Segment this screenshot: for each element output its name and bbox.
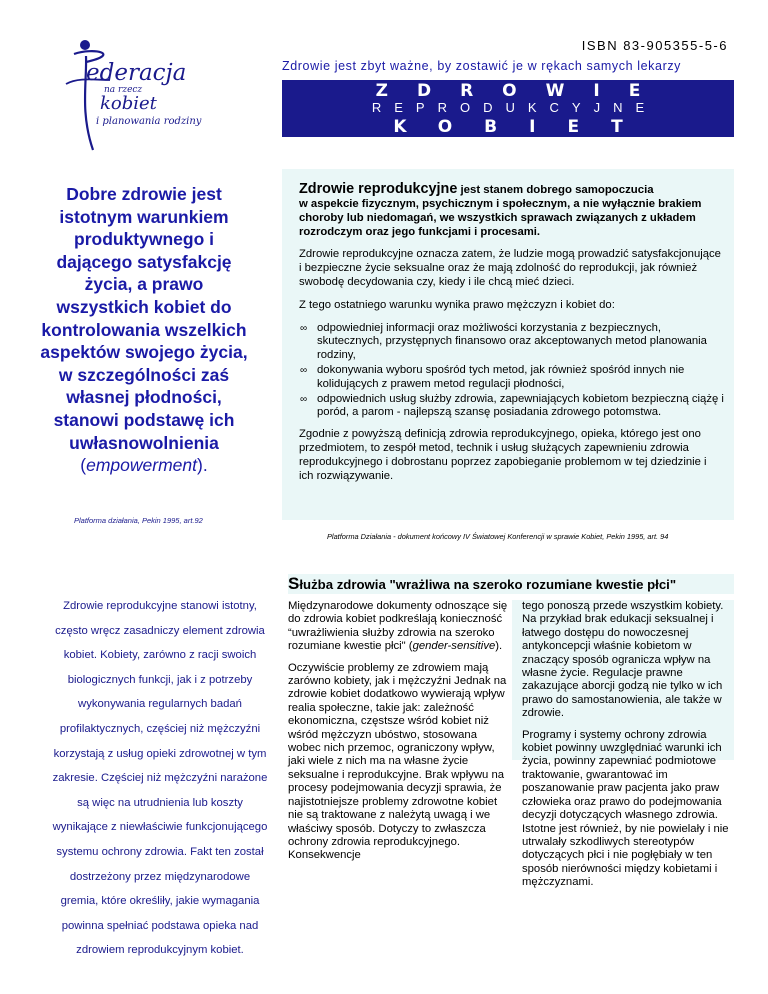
column-1-paragraph-1-end: ). bbox=[495, 640, 503, 653]
list-item bbox=[299, 393, 724, 421]
isbn-number: ISBN 83-905355-5-6 bbox=[581, 38, 728, 53]
section-heading bbox=[288, 574, 734, 594]
banner-line-kobiet: KOBIET bbox=[393, 117, 655, 137]
logo-federacja: ederacja bbox=[86, 60, 187, 86]
definition-paragraph-1: Zdrowie reprodukcyjne oznacza zatem, że ludzie mogą prowadzić satysfakcjonujące i bezpieczne życie seksualne oraz że mają zdolność do reprodukcji, jak również swobodę decydowania czy, kiedy i ile chcą mieć dzieci. bbox=[299, 248, 721, 288]
definition-title-rest: jest stanem dobrego samopoczucia bbox=[457, 184, 654, 196]
rights-list bbox=[299, 322, 724, 421]
gender-sensitive-term: gender-sensitive bbox=[412, 640, 496, 653]
banner-line-reprodukcyjne: REPRODUKCYJNE bbox=[371, 100, 658, 115]
column-2-paragraph-1: tego ponoszą przede wszystkim kobiety. Na przykład brak edukacji seksualnej i łatwego dostępu do nowoczesnej antykoncepcji właśnie kobietom w znaczący sposób ogranicza wpływ na własne życie. Regulacje prawne zakazujące aborcji godzą nie tylko w ich prawo do samostanowienia, ale także w zdrowie. bbox=[522, 600, 724, 720]
logo-kobiet: kobiet bbox=[100, 93, 157, 114]
logo-na-rzecz: na rzecz bbox=[104, 85, 143, 95]
infinity-bullet-icon: ∞ bbox=[300, 364, 308, 376]
logo-planowania-rodziny: i planowania rodziny bbox=[96, 116, 202, 127]
column-2-paragraph-2: Programy i systemy ochrony zdrowia kobiet powinny uwzględniać warunki ich życia, powinny zapewniać podmiotowe traktowanie, gwarantować im poszanowanie praw pacjenta jako praw człowieka oraz prawo do podejmowania decyzji dotyczących własnego zdrowia. Istotne jest również, by nie powielały i nie utrwalały szkodliwych stereotypów dotyczących płci i nie pogłębiały w ten sposób nierówności między kobietami i mężczyznami. bbox=[522, 728, 729, 889]
section-heading-rest: łużba zdrowia "wrażliwa na szeroko rozumiane kwestie płci" bbox=[299, 577, 677, 592]
pull-quote-close-paren: ). bbox=[197, 455, 208, 476]
pull-quote bbox=[38, 183, 250, 477]
definition-bold-text: w aspekcie fizycznym, psychicznym i społecznym, a nie wyłącznie brakiem choroby lub niedomagań, we wszystkich sprawach związanych z układem rozrodczym oraz jego funkcjami i procesami. bbox=[299, 198, 702, 238]
intro-sidebar-text: Zdrowie reprodukcyjne stanowi istotny, często wręcz zasadniczy element zdrowia kobiet. Kobiety, zarówno z racji swoich biologicznych funkcji, jak i z potrzeby wykonywania regularnych badań profilaktycznych, częściej niż mężczyźni korzystają z usług opieki zdrowotnej w tym zakresie. Częściej niż mężczyźni narażone są więc na utrudnienia lub koszty wynikające z niewłaściwie funkcjonującego systemu ochrony zdrowia. Fakt ten został dostrzeżony przez międzynarodowe gremia, które określiły, jakie wymagania powinna spełniać podstawa opieka nad zdrowiem reprodukcyjnym kobiet. bbox=[52, 600, 268, 957]
section-heading-initial: S bbox=[288, 574, 300, 593]
article-column-1 bbox=[288, 600, 512, 871]
column-1-paragraph-2: Oczywiście problemy ze zdrowiem mają zarówno kobiety, jak i mężczyźni Jednak na zdrowie kobiet dodatkowo wywierają wpływ realia społeczne, takie jak: zależność ekonomiczna, częstsze wśród kobiet niż wśród mężczyzn ubóstwo, stosowana wobec nich przemoc, ograniczony wpływ, jaki wiele z nich ma na własne życie seksualne i reprodukcyjne. Brak wpływu na procesy podejmowania decyzji sprawia, że najistotniejsze problemy zdrowotne kobiet nie są traktowane z należytą uwagą i we właściwy sposób. Dotyczy to zwłaszcza ochrony zdrowia reprodukcyjnego. Konsekwencje bbox=[288, 661, 507, 862]
definition-paragraph-3: Zgodnie z powyższą definicją zdrowia reprodukcyjnego, opieka, którego jest ono przedmiotem, to zespół metod, technik i usług służących zapewnieniu zdrowia reprodukcyjnego i dobrostanu poprzez zapobieganie problemom w tej dziedzinie i ich rozwiązywanie. bbox=[299, 428, 707, 482]
definition-paragraph-2: Z tego ostatniego warunku wynika prawo mężczyzn i kobiet do: bbox=[299, 298, 615, 311]
column-1-paragraph-1-text: Międzynarodowe dokumenty odnoszące się do zdrowia kobiet podkreślają konieczność “uwrażliwienia służby zdrowia na szeroko rozumiane kwestie płci" ( bbox=[288, 600, 508, 653]
list-item bbox=[299, 322, 724, 363]
list-item bbox=[299, 364, 724, 392]
pull-quote-text: Dobre zdrowie jest istotnym warunkiem produktywnego i dającego satysfakcję życia, a prawo wszystkich kobiet do kontrolowania wszelkich aspektów swojego życia, w szczególności zaś własnej płodności, stanowi podstawę ich uwłasnowolnienia bbox=[40, 184, 248, 453]
definition-title-term: Zdrowie reprodukcyjne bbox=[299, 181, 458, 197]
pull-quote-empowerment: empowerment bbox=[86, 455, 197, 476]
logo-f-figure-icon bbox=[52, 32, 252, 152]
list-item-text: dokonywania wyboru spośród tych metod, jak również spośród innych nie kolidujących z prawem metod regulacji płodności, bbox=[317, 363, 685, 390]
article-column-2 bbox=[512, 600, 734, 889]
list-item-text: odpowiednich usług służby zdrowia, zapewniających kobietom bezpieczną ciążę i poród, a parom - najlepszą szansę posiadania zdrowego potomstwa. bbox=[317, 392, 724, 419]
definition-source: Platforma Działania - dokument końcowy IV Światowej Konferencji w sprawie Kobiet, Pekin 1995, art. 94 bbox=[327, 532, 669, 541]
federation-logo bbox=[52, 32, 252, 152]
pull-quote-open-paren: ( bbox=[80, 455, 87, 476]
column-1-paragraph-1 bbox=[288, 600, 512, 654]
infinity-bullet-icon: ∞ bbox=[300, 393, 308, 405]
tagline: Zdrowie jest zbyt ważne, by zostawić je w rękach samych lekarzy bbox=[282, 59, 682, 73]
banner-line-zdrowie: ZDROWIE bbox=[375, 81, 670, 101]
infinity-bullet-icon: ∞ bbox=[300, 322, 308, 334]
title-banner bbox=[282, 80, 734, 137]
definition-title bbox=[299, 181, 724, 198]
list-item-text: odpowiedniej informacji oraz możliwości korzystania z bezpiecznych, skutecznych, przystępnych finansowo oraz akceptowanych metod planowania rodziny, bbox=[317, 321, 707, 362]
pull-quote-source: Platforma działania, Pekin 1995, art.92 bbox=[74, 516, 203, 525]
definition-box bbox=[282, 169, 734, 520]
